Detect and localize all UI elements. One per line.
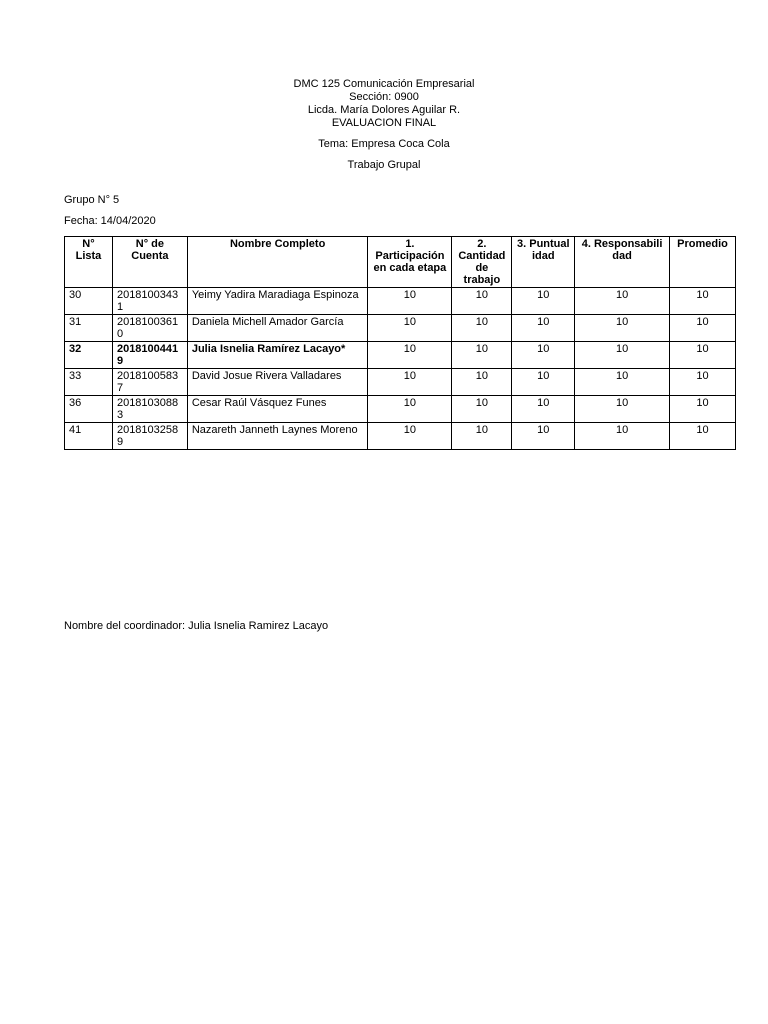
score-cell: 10 bbox=[452, 342, 512, 369]
score-cell: 10 bbox=[575, 342, 670, 369]
average-cell: 10 bbox=[669, 369, 735, 396]
table-row-coordinator bbox=[65, 342, 736, 369]
account-cell: 20181030883 bbox=[112, 396, 187, 423]
list-number-cell: 31 bbox=[65, 315, 113, 342]
grades-table bbox=[64, 236, 736, 450]
score-cell: 10 bbox=[368, 315, 452, 342]
account-cell: 20181004419 bbox=[112, 342, 187, 369]
average-cell: 10 bbox=[669, 423, 735, 450]
table-row bbox=[65, 288, 736, 315]
account-cell: 20181003431 bbox=[112, 288, 187, 315]
average-cell: 10 bbox=[669, 288, 735, 315]
score-cell: 10 bbox=[575, 315, 670, 342]
list-number-cell: 32 bbox=[65, 342, 113, 369]
list-number-cell: 41 bbox=[65, 423, 113, 450]
name-cell: Nazareth Janneth Laynes Moreno bbox=[187, 423, 368, 450]
name-cell: Julia Isnelia Ramírez Lacayo* bbox=[187, 342, 368, 369]
account-cell: 20181032589 bbox=[112, 423, 187, 450]
score-cell: 10 bbox=[575, 396, 670, 423]
name-cell: Cesar Raúl Vásquez Funes bbox=[187, 396, 368, 423]
header-cell: Nombre Completo bbox=[187, 237, 368, 288]
course-title: DMC 125 Comunicación Empresarial bbox=[293, 78, 475, 90]
account-cell: 20181003610 bbox=[112, 315, 187, 342]
list-number-cell: 30 bbox=[65, 288, 113, 315]
header-cell: N° de Cuenta bbox=[112, 237, 187, 288]
name-cell: Yeimy Yadira Maradiaga Espinoza bbox=[187, 288, 368, 315]
header-cell: 1. Participación en cada etapa bbox=[368, 237, 452, 288]
evaluation-title: EVALUACION FINAL bbox=[331, 117, 437, 129]
section-label: Sección: 0900 bbox=[349, 91, 419, 103]
score-cell: 10 bbox=[368, 369, 452, 396]
score-cell: 10 bbox=[368, 423, 452, 450]
table-header-row bbox=[65, 237, 736, 288]
score-cell: 10 bbox=[575, 288, 670, 315]
score-cell: 10 bbox=[452, 369, 512, 396]
date-label: Fecha: 14/04/2020 bbox=[64, 215, 156, 227]
header-cell: 4. Responsabilidad bbox=[575, 237, 670, 288]
table-row bbox=[65, 396, 736, 423]
score-cell: 10 bbox=[512, 396, 575, 423]
teacher-name: Licda. María Dolores Aguilar R. bbox=[307, 104, 461, 116]
list-number-cell: 36 bbox=[65, 396, 113, 423]
table-row bbox=[65, 423, 736, 450]
score-cell: 10 bbox=[368, 342, 452, 369]
account-cell: 20181005837 bbox=[112, 369, 187, 396]
score-cell: 10 bbox=[512, 288, 575, 315]
table-row bbox=[65, 315, 736, 342]
score-cell: 10 bbox=[575, 423, 670, 450]
score-cell: 10 bbox=[452, 315, 512, 342]
average-cell: 10 bbox=[669, 396, 735, 423]
score-cell: 10 bbox=[452, 396, 512, 423]
score-cell: 10 bbox=[368, 396, 452, 423]
score-cell: 10 bbox=[512, 423, 575, 450]
name-cell: Daniela Michell Amador García bbox=[187, 315, 368, 342]
header-cell: 3. Puntualidad bbox=[512, 237, 575, 288]
score-cell: 10 bbox=[452, 288, 512, 315]
average-cell: 10 bbox=[669, 315, 735, 342]
header-cell: N° Lista bbox=[65, 237, 113, 288]
score-cell: 10 bbox=[368, 288, 452, 315]
score-cell: 10 bbox=[452, 423, 512, 450]
name-cell: David Josue Rivera Valladares bbox=[187, 369, 368, 396]
topic-label: Tema: Empresa Coca Cola bbox=[318, 138, 450, 150]
score-cell: 10 bbox=[512, 315, 575, 342]
score-cell: 10 bbox=[575, 369, 670, 396]
work-type-label: Trabajo Grupal bbox=[347, 159, 421, 171]
group-label: Grupo N° 5 bbox=[64, 194, 120, 206]
header-cell: Promedio bbox=[669, 237, 735, 288]
table-row bbox=[65, 369, 736, 396]
header-cell: 2. Cantidad de trabajo bbox=[452, 237, 512, 288]
document-header bbox=[0, 78, 768, 172]
score-cell: 10 bbox=[512, 342, 575, 369]
score-cell: 10 bbox=[512, 369, 575, 396]
coordinator-name: Nombre del coordinador: Julia Isnelia Ramirez Lacayo bbox=[64, 620, 329, 632]
list-number-cell: 33 bbox=[65, 369, 113, 396]
average-cell: 10 bbox=[669, 342, 735, 369]
